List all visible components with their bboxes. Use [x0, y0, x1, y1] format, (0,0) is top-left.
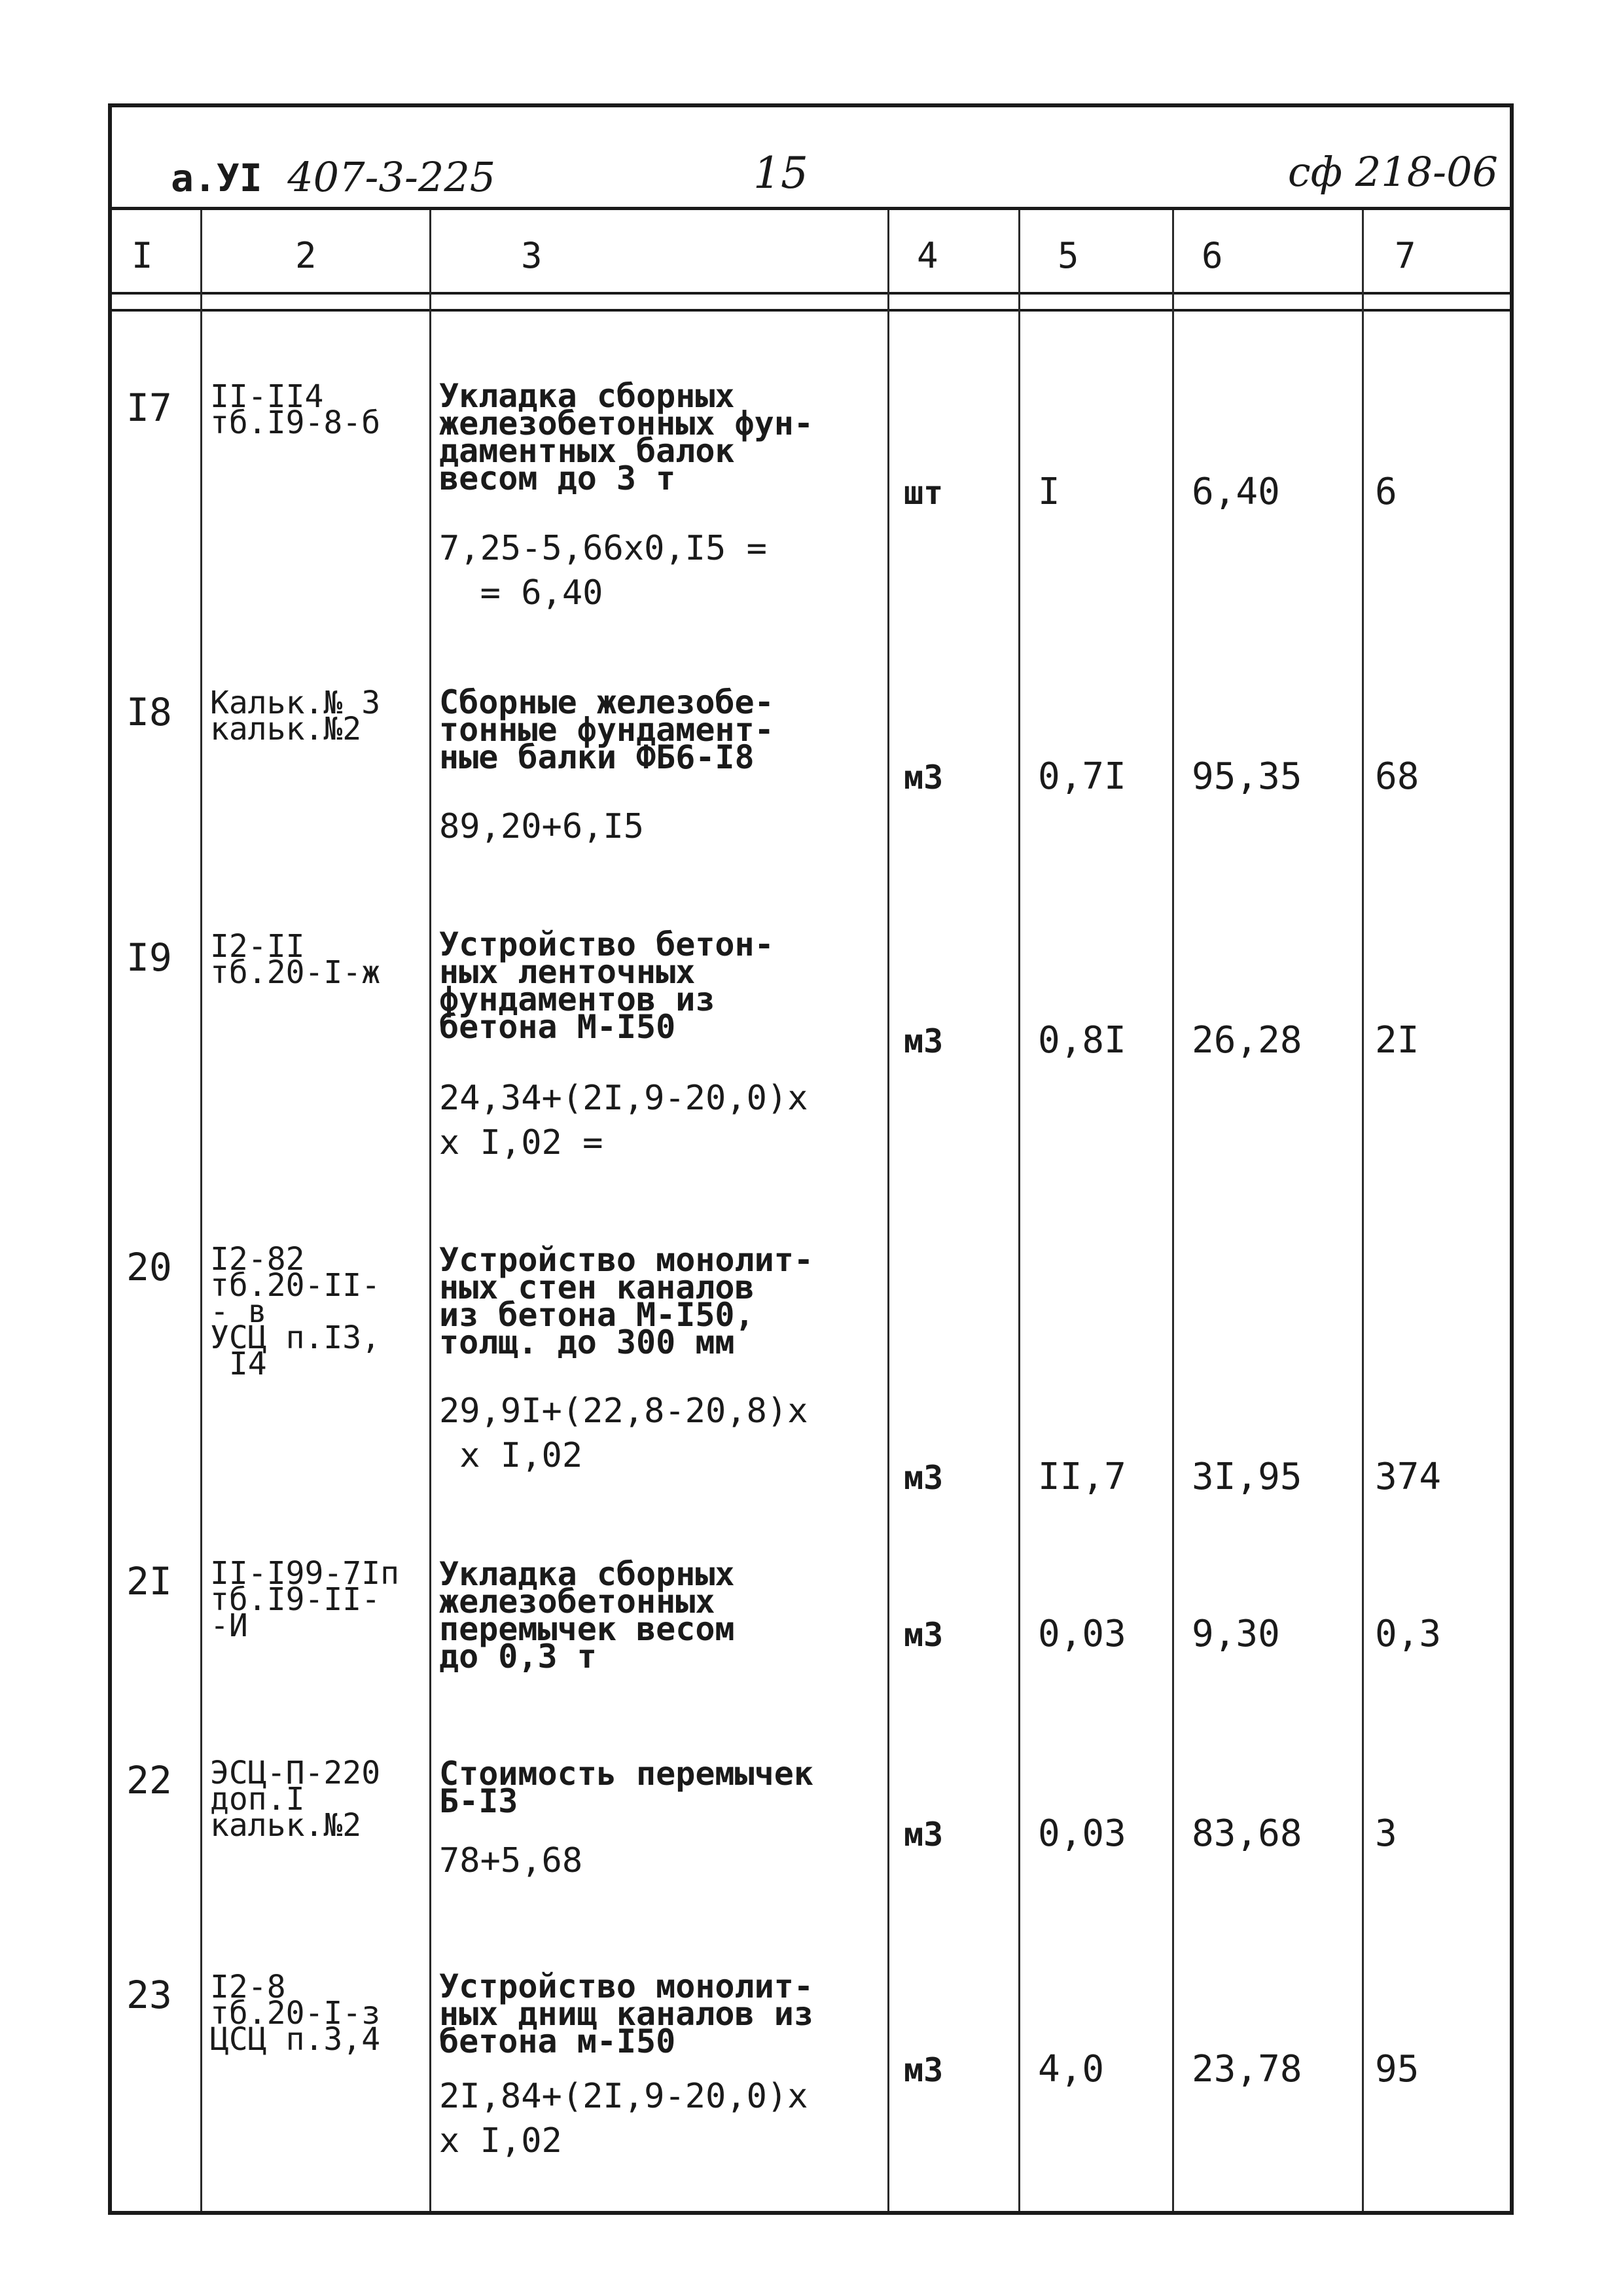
column-number-4: 4: [917, 235, 938, 276]
row-unit: м3: [904, 1616, 944, 1654]
row-price: 23,78: [1192, 2048, 1302, 2090]
row-total: 6: [1375, 471, 1397, 513]
row-calculation: 29,9I+(22,8-20,8)х х I,02: [439, 1391, 808, 1475]
col-divider-2: [429, 210, 431, 2211]
document-code: [171, 153, 495, 202]
doc-prefix: а.УI: [171, 156, 262, 200]
row-total: 95: [1375, 2048, 1419, 2090]
column-number-rule-bottom: [112, 309, 1510, 312]
column-number-7: 7: [1395, 235, 1416, 276]
column-number-3: 3: [521, 235, 543, 276]
row-unit: шт: [904, 474, 944, 512]
row-description: Устройство бетон- ных ленточных фундаментов из бетона М-I50: [439, 925, 774, 1046]
row-quantity: 0,8I: [1038, 1019, 1126, 1062]
row-unit: м3: [904, 1816, 944, 1854]
column-number-1: I: [132, 235, 153, 276]
row-unit: м3: [904, 1459, 944, 1497]
row-description: Укладка сборных железобетонных фун- даментных балок весом до 3 т: [439, 377, 813, 497]
column-number-6: 6: [1202, 235, 1223, 276]
row-number: I7: [126, 386, 172, 430]
row-number: 20: [126, 1245, 172, 1289]
row-description: Устройство монолит- ных днищ каналов из бетона м-I50: [439, 1967, 813, 2060]
row-reference: ЭСЦ-П-220 доп.I кальк.№2: [210, 1755, 381, 1844]
row-total: 3: [1375, 1812, 1397, 1855]
column-number-5: 5: [1058, 235, 1079, 276]
document-frame: [108, 103, 1514, 2215]
row-number: 23: [126, 1973, 172, 2017]
row-reference: I2-II тб.20-I-ж: [210, 928, 381, 991]
row-calculation: 7,25-5,66х0,I5 = = 6,40: [439, 529, 767, 613]
doc-number: 407-3-225: [287, 153, 496, 201]
row-quantity: II,7: [1038, 1456, 1126, 1498]
row-calculation: 2I,84+(2I,9-20,0)х х I,02: [439, 2077, 808, 2161]
row-reference: I2-8 тб.20-I-з ЦСЦ п.3,4: [210, 1969, 381, 2058]
row-price: 83,68: [1192, 1812, 1302, 1855]
row-number: I8: [126, 690, 172, 734]
row-unit: м3: [904, 2051, 944, 2089]
row-calculation: 24,34+(2I,9-20,0)х х I,02 =: [439, 1079, 808, 1162]
header-rule: [112, 207, 1510, 210]
column-number-rule-top: [112, 292, 1510, 295]
row-number: I9: [126, 935, 172, 980]
row-calculation: 89,20+6,I5: [439, 807, 645, 846]
row-reference: Кальк.№ 3 кальк.№2: [210, 685, 381, 747]
row-price: 26,28: [1192, 1019, 1302, 1062]
col-divider-1: [200, 210, 202, 2211]
row-reference: II-II4 тб.I9-8-б: [210, 378, 381, 441]
sheet-code: сф 218-06: [1287, 148, 1498, 196]
row-description: Устройство монолит- ных стен каналов из бетона М-I50, толщ. до 300 мм: [439, 1241, 813, 1361]
row-quantity: 0,03: [1038, 1613, 1126, 1655]
row-unit: м3: [904, 759, 944, 797]
row-price: 95,35: [1192, 755, 1302, 798]
row-description: Стоимость перемычек Б-I3: [439, 1755, 813, 1820]
row-total: 68: [1375, 755, 1419, 798]
col-divider-6: [1362, 210, 1364, 2211]
col-divider-4: [1018, 210, 1020, 2211]
row-quantity: 4,0: [1038, 2048, 1105, 2090]
row-description: Укладка сборных железобетонных перемычек весом до 0,3 т: [439, 1555, 735, 1676]
row-quantity: 0,7I: [1038, 755, 1126, 798]
page-number: 15: [753, 148, 808, 198]
row-description: Сборные железобе- тонные фундамент- ные балки ФБ6-I8: [439, 683, 774, 776]
row-quantity: 0,03: [1038, 1812, 1126, 1855]
row-total: 2I: [1375, 1019, 1419, 1062]
row-unit: м3: [904, 1022, 944, 1060]
row-reference: II-I99-7Iп тб.I9-II- -И: [210, 1555, 399, 1644]
row-quantity: I: [1038, 471, 1060, 513]
row-total: 374: [1375, 1456, 1442, 1498]
row-price: 9,30: [1192, 1613, 1280, 1655]
col-divider-5: [1172, 210, 1174, 2211]
row-reference: I2-82 тб.20-II- - в УСЦ п.I3, I4: [210, 1241, 381, 1382]
row-total: 0,3: [1375, 1613, 1442, 1655]
row-price: 3I,95: [1192, 1456, 1302, 1498]
row-price: 6,40: [1192, 471, 1280, 513]
column-number-2: 2: [295, 235, 317, 276]
col-divider-3: [887, 210, 889, 2211]
row-number: 22: [126, 1758, 172, 1803]
row-number: 2I: [126, 1559, 172, 1604]
row-calculation: 78+5,68: [439, 1841, 583, 1880]
